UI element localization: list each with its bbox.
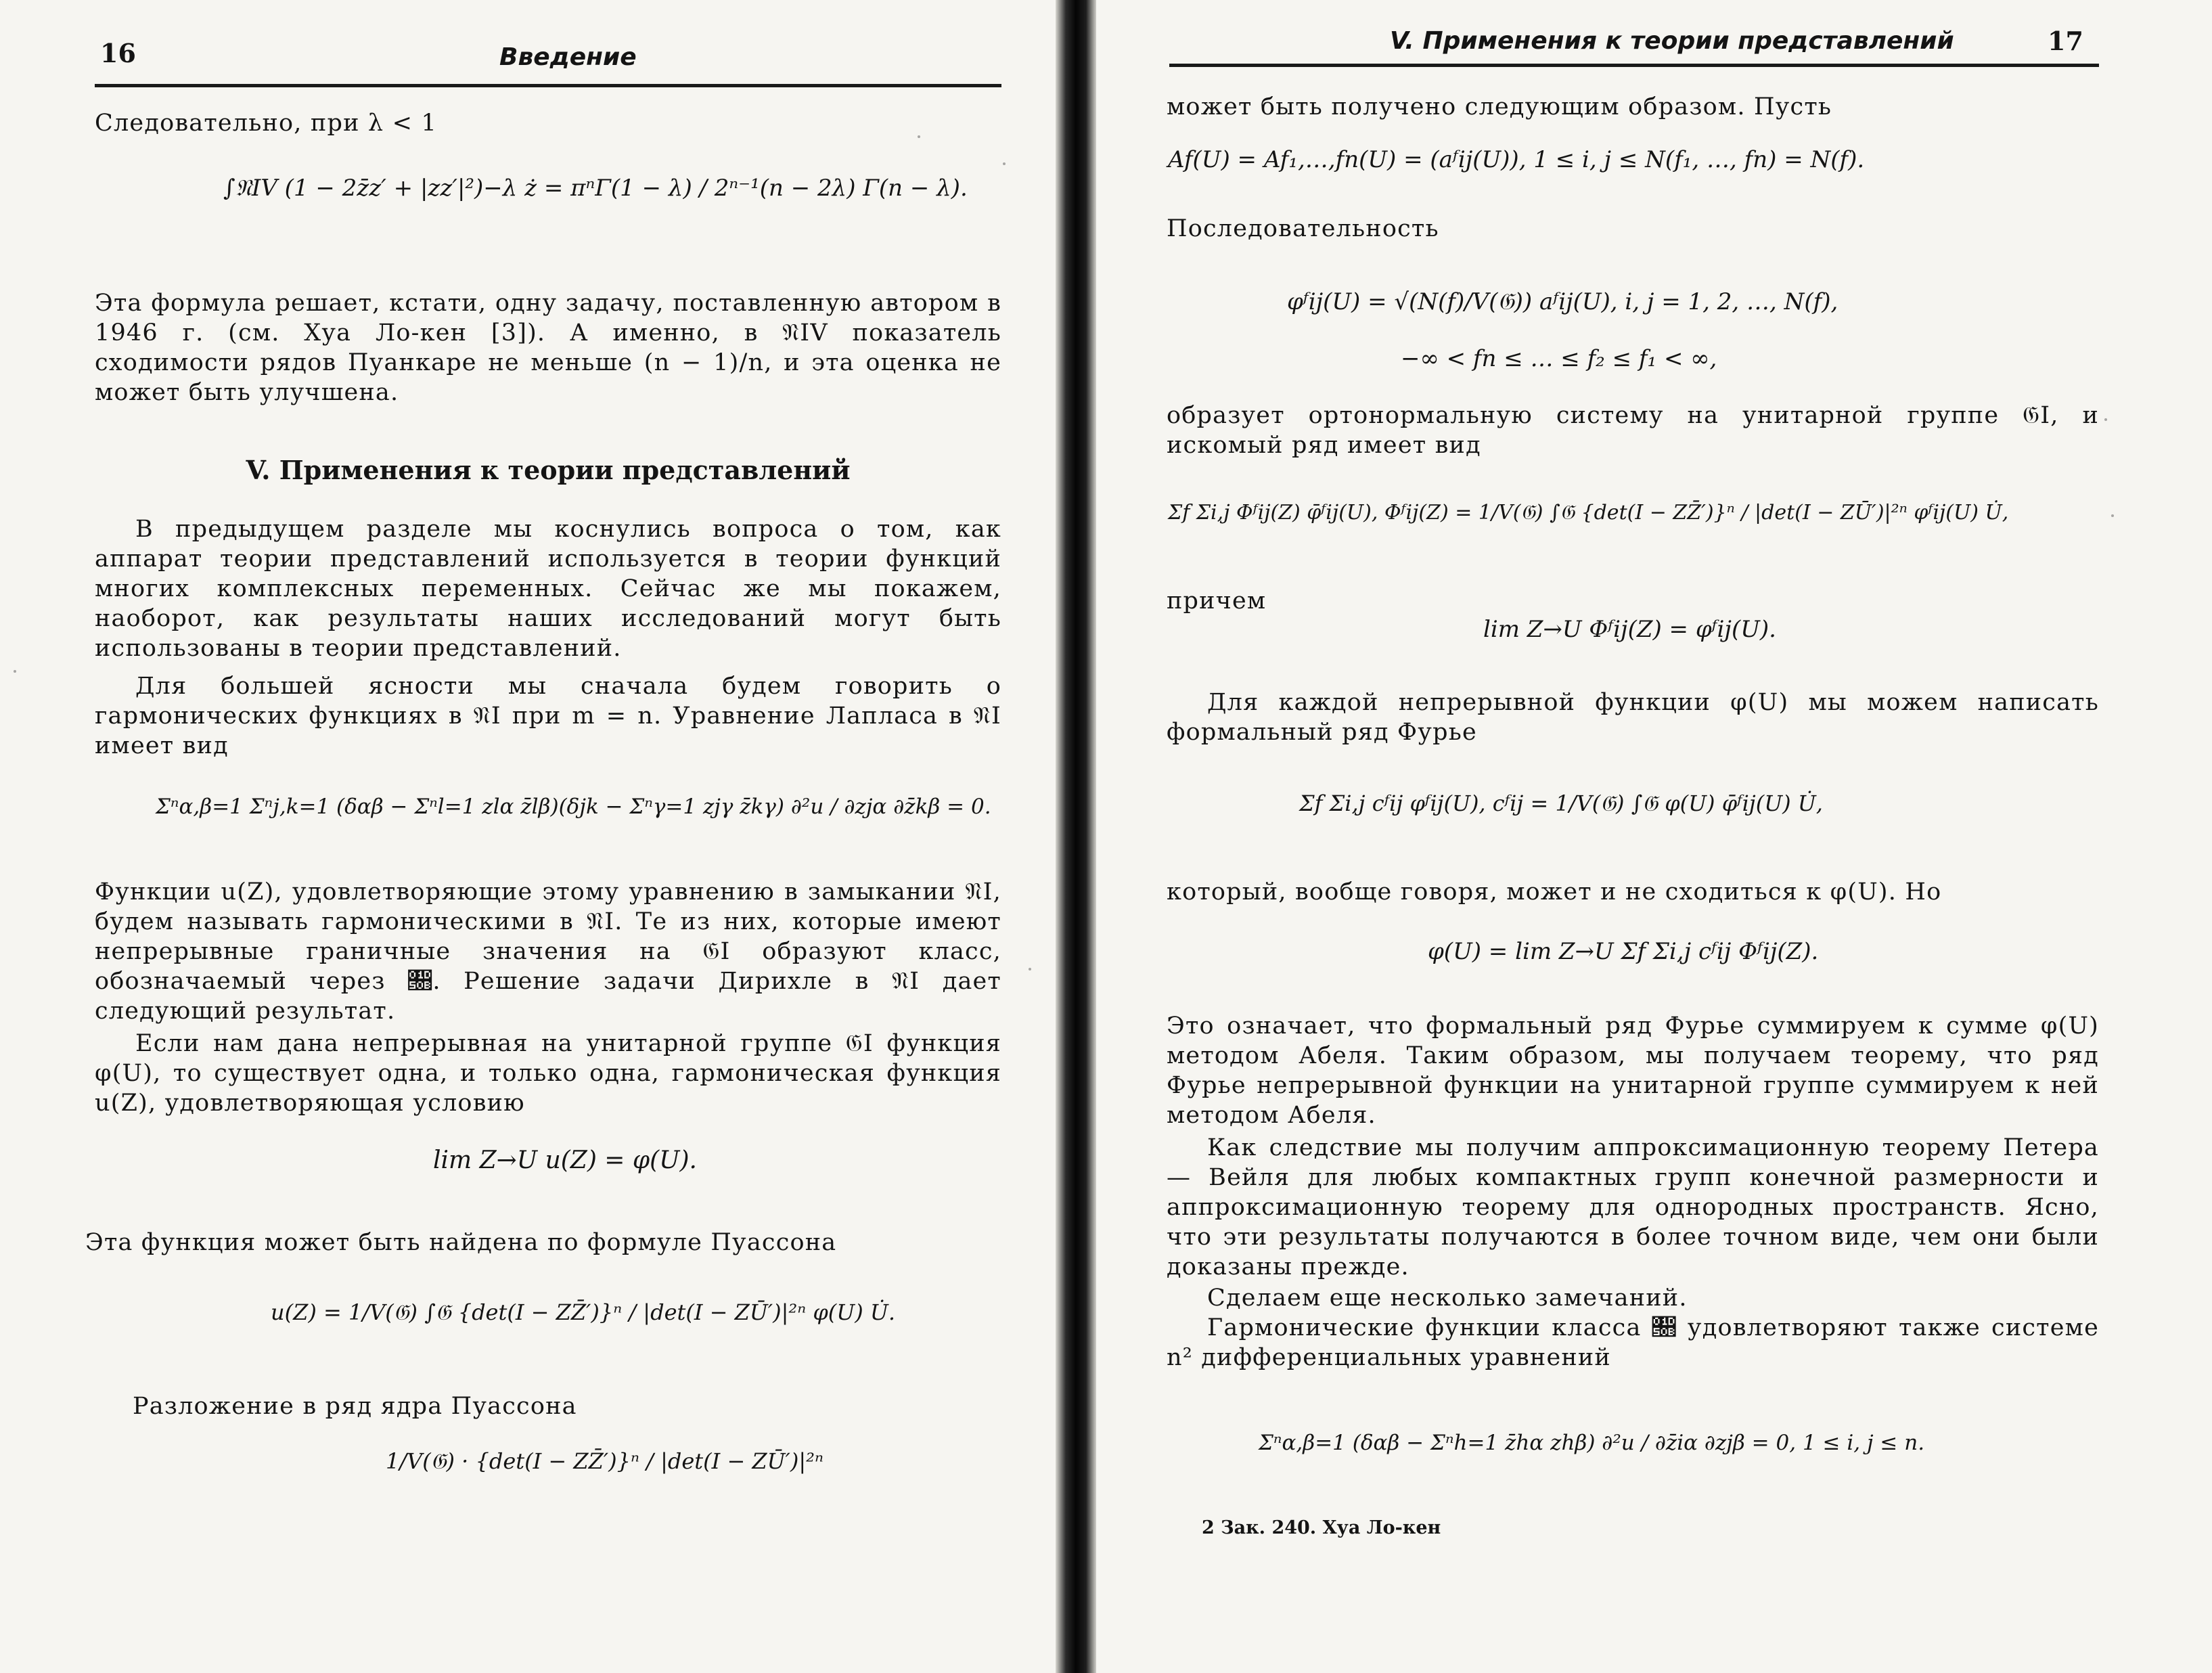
header-rule-left [95,84,1001,87]
paragraph: Эта формула решает, кстати, одну задачу, поставленную автором в 1946 г. (см. Хуа Ло-кен [3]). А именно, в 𝔑IV показатель сходимости рядов Пуанкаре не меньше (n − 1)/n, и эта оценка не может быть улучшена. [95,290,1001,406]
paragraph: Функции u(Z), удовлетворяющие этому уравнению в замыкании 𝔑I, будем называть гармоническими в 𝔑I. Те из них, которые имеют непрерывные граничные значения на 𝔊I образуют класс, обозначаемый через 𝔋. Решение задачи Дирихле в 𝔑I дает следующий результат. [95,878,1001,1025]
formula: Σⁿα,β=1 Σⁿj,k=1 (δαβ − Σⁿl=1 zlα z̄lβ)(δjk − Σⁿγ=1 zjγ z̄kγ) ∂²u / ∂zjα ∂z̄kβ = 0. [156,795,991,819]
paragraph: который, вообще говоря, может и не сходиться к φ(U). Но [1167,878,1942,906]
formula: Σf Σi,j cᶠij φᶠij(U), cᶠij = 1/V(𝔊) ∫𝔊 φ(U) φ̄ᶠij(U) U̇, [1299,790,1823,816]
print-speck [14,670,16,673]
print-speck [2104,418,2107,421]
paragraph: Разложение в ряд ядра Пуассона [133,1393,577,1420]
print-speck [1003,162,1006,165]
book-gutter [1056,0,1096,1673]
print-speck [2111,514,2114,517]
paragraph: Следовательно, при λ < 1 [95,110,437,137]
paragraph: Гармонические функции класса 𝔋 удовлетворяют также системе n² дифференциальных уравнений [1167,1314,2099,1371]
paragraph: В предыдущем разделе мы коснулись вопроса о том, как аппарат теории представлений используется в теории функций многих комплексных переменных. Сейчас же мы покажем, наоборот, как результаты наших исследований могут быть использованы в теории представлений. [95,516,1001,662]
footer-note: 2 Зак. 240. Хуа Ло-кен [1202,1517,1441,1538]
running-head-right: V. Применения к теории представлений [1390,27,1954,55]
page-number-left: 16 [100,38,136,68]
paragraph: Последовательность [1167,215,1439,242]
header-rule-right [1169,64,2099,67]
paragraph: Сделаем еще несколько замечаний. [1207,1285,1688,1312]
print-speck [1029,968,1031,971]
formula: Σⁿα,β=1 (δαβ − Σⁿh=1 z̄hα zhβ) ∂²u / ∂z̄iα ∂zjβ = 0, 1 ≤ i, j ≤ n. [1259,1431,1925,1455]
formula: φ(U) = lim Z→U Σf Σi,j cᶠij Φᶠij(Z). [1428,938,1819,965]
formula: lim Z→U u(Z) = φ(U). [433,1146,697,1174]
section-heading: V. Применения к теории представлений [246,455,851,485]
formula: Af(U) = Af₁,…,fn(U) = (aᶠij(U)), 1 ≤ i, j ≤ N(f₁, …, fn) = N(f). [1168,146,1865,173]
formula: lim Z→U Φᶠij(Z) = φᶠij(U). [1483,616,1776,643]
paragraph: Как следствие мы получим аппроксимационную теорему Петера — Вейля для любых компактных групп конечной размерности и аппроксимационную теорему для однородных пространств. Ясно, что эти результаты получаются в более точном виде, чем они были доказаны прежде. [1167,1134,2099,1280]
paragraph: может быть получено следующим образом. Пусть [1167,93,1832,120]
paragraph: Это означает, что формальный ряд Фурье суммируем к сумме φ(U) методом Абеля. Таким образом, мы получаем теорему, что ряд Фурье непрерывной функции на унитарной группе суммируем к ней методом Абеля. [1167,1012,2099,1129]
formula: ∫𝔑IV (1 − 2z̄z′ + |zz′|²)−λ ż = πⁿΓ(1 − λ) / 2ⁿ⁻¹(n − 2λ) Γ(n − λ). [223,175,968,202]
paragraph: Для каждой непрерывной функции φ(U) мы можем написать формальный ряд Фурье [1167,689,2099,746]
paragraph: причем [1167,587,1267,615]
right-page [1096,0,2212,1673]
paragraph: Эта функция может быть найдена по формуле Пуассона [85,1229,837,1256]
formula: φᶠij(U) = √(N(f)/V(𝔊)) aᶠij(U), i, j = 1, 2, …, N(f), [1287,288,1838,315]
formula: −∞ < fn ≤ … ≤ f₂ ≤ f₁ < ∞, [1401,345,1717,372]
formula: Σf Σi,j Φᶠij(Z) φ̄ᶠij(U), Φᶠij(Z) = 1/V(𝔊) ∫𝔊 {det(I − ZZ̄′)}ⁿ / |det(I − ZŪ′)|²ⁿ φᶠij(U) U̇, [1168,501,2009,525]
print-speck [918,135,920,138]
paragraph: Если нам дана непрерывная на унитарной группе 𝔊I функция φ(U), то существует одна, и только одна, гармоническая функция u(Z), удовлетворяющая условию [95,1030,1001,1117]
running-head-left: Введение [499,43,637,71]
formula: 1/V(𝔊) · {det(I − ZZ̄′)}ⁿ / |det(I − ZŪ′)|²ⁿ [386,1448,823,1474]
page-number-right: 17 [2048,26,2083,56]
paragraph: образует ортонормальную систему на унитарной группе 𝔊I, и искомый ряд имеет вид [1167,402,2099,459]
left-page [0,0,1056,1673]
paragraph: Для большей ясности мы сначала будем говорить о гармонических функциях в 𝔑I при m = n. Уравнение Лапласа в 𝔑I имеет вид [95,673,1001,759]
formula: u(Z) = 1/V(𝔊) ∫𝔊 {det(I − ZZ̄′)}ⁿ / |det(I − ZŪ′)|²ⁿ φ(U) U̇. [271,1299,896,1325]
